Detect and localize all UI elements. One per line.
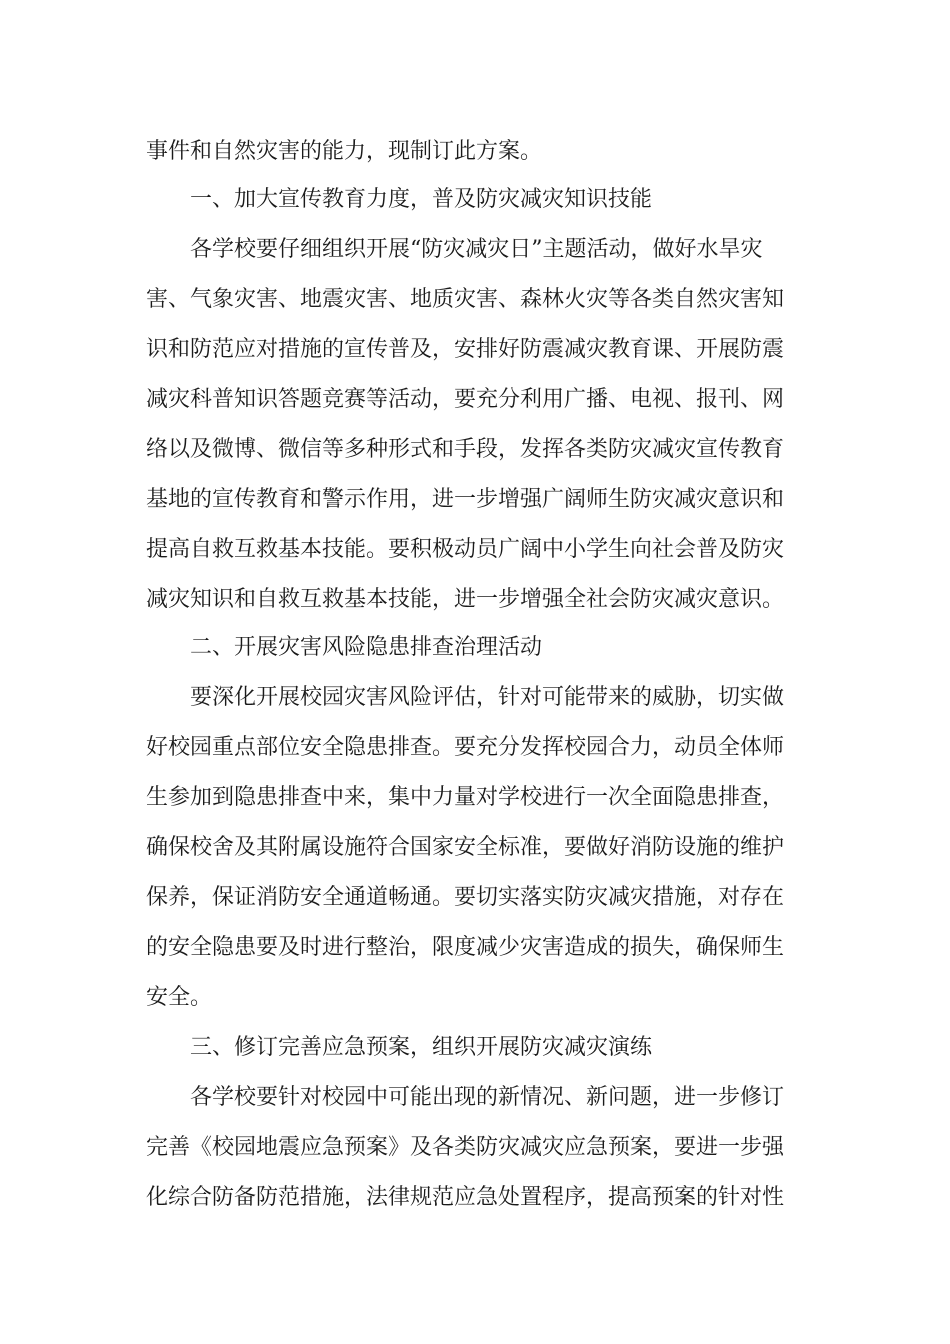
body-text-line: 保养，保证消防安全通道畅通。要切实落实防灾减灾措施，对存在 xyxy=(146,885,785,910)
body-text-line: 减灾科普知识答题竞赛等活动，要充分利用广播、电视、报刊、网 xyxy=(146,387,785,412)
body-text-line: 要深化开展校园灾害风险评估，针对可能带来的威胁，切实做 xyxy=(190,685,785,710)
body-text-line: 确保校舍及其附属设施符合国家安全标准，要做好消防设施的维护 xyxy=(146,835,785,860)
body-text-line: 识和防范应对措施的宣传普及，安排好防震减灾教育课、开展防震 xyxy=(146,337,785,362)
body-text-line: 各学校要仔细组织开展“防灾减灾日”主题活动，做好水旱灾 xyxy=(190,237,763,262)
body-text-line: 减灾知识和自救互救基本技能，进一步增强全社会防灾减灾意识。 xyxy=(146,587,785,612)
body-text-line: 好校园重点部位安全隐患排查。要充分发挥校园合力，动员全体师 xyxy=(146,735,785,760)
body-text-line: 提高自救互救基本技能。要积极动员广阔中小学生向社会普及防灾 xyxy=(146,537,785,562)
body-text-line: 的安全隐患要及时进行整治，限度减少灾害造成的损失，确保师生 xyxy=(146,935,785,960)
body-text-line: 络以及微博、微信等多种形式和手段，发挥各类防灾减灾宣传教育 xyxy=(146,437,785,462)
body-text-line: 各学校要针对校园中可能出现的新情况、新问题，进一步修订 xyxy=(190,1085,785,1110)
section-heading-3: 三、修订完善应急预案，组织开展防灾减灾演练 xyxy=(190,1035,653,1060)
section-heading-2: 二、开展灾害风险隐患排查治理活动 xyxy=(190,635,543,660)
body-text-line: 害、气象灾害、地震灾害、地质灾害、森林火灾等各类自然灾害知 xyxy=(146,287,785,312)
body-text-line: 安全。 xyxy=(146,985,213,1010)
body-text-line: 完善《校园地震应急预案》及各类防灾减灾应急预案，要进一步强 xyxy=(146,1135,785,1160)
body-text-line: 生参加到隐患排查中来，集中力量对学校进行一次全面隐患排查， xyxy=(146,785,785,810)
body-text-line: 事件和自然灾害的能力，现制订此方案。 xyxy=(146,139,543,164)
section-heading-1: 一、加大宣传教育力度，普及防灾减灾知识技能 xyxy=(190,187,653,212)
body-text-line: 基地的宣传教育和警示作用，进一步增强广阔师生防灾减灾意识和 xyxy=(146,487,785,512)
body-text-line: 化综合防备防范措施，法律规范应急处置程序，提高预案的针对性 xyxy=(146,1185,785,1210)
